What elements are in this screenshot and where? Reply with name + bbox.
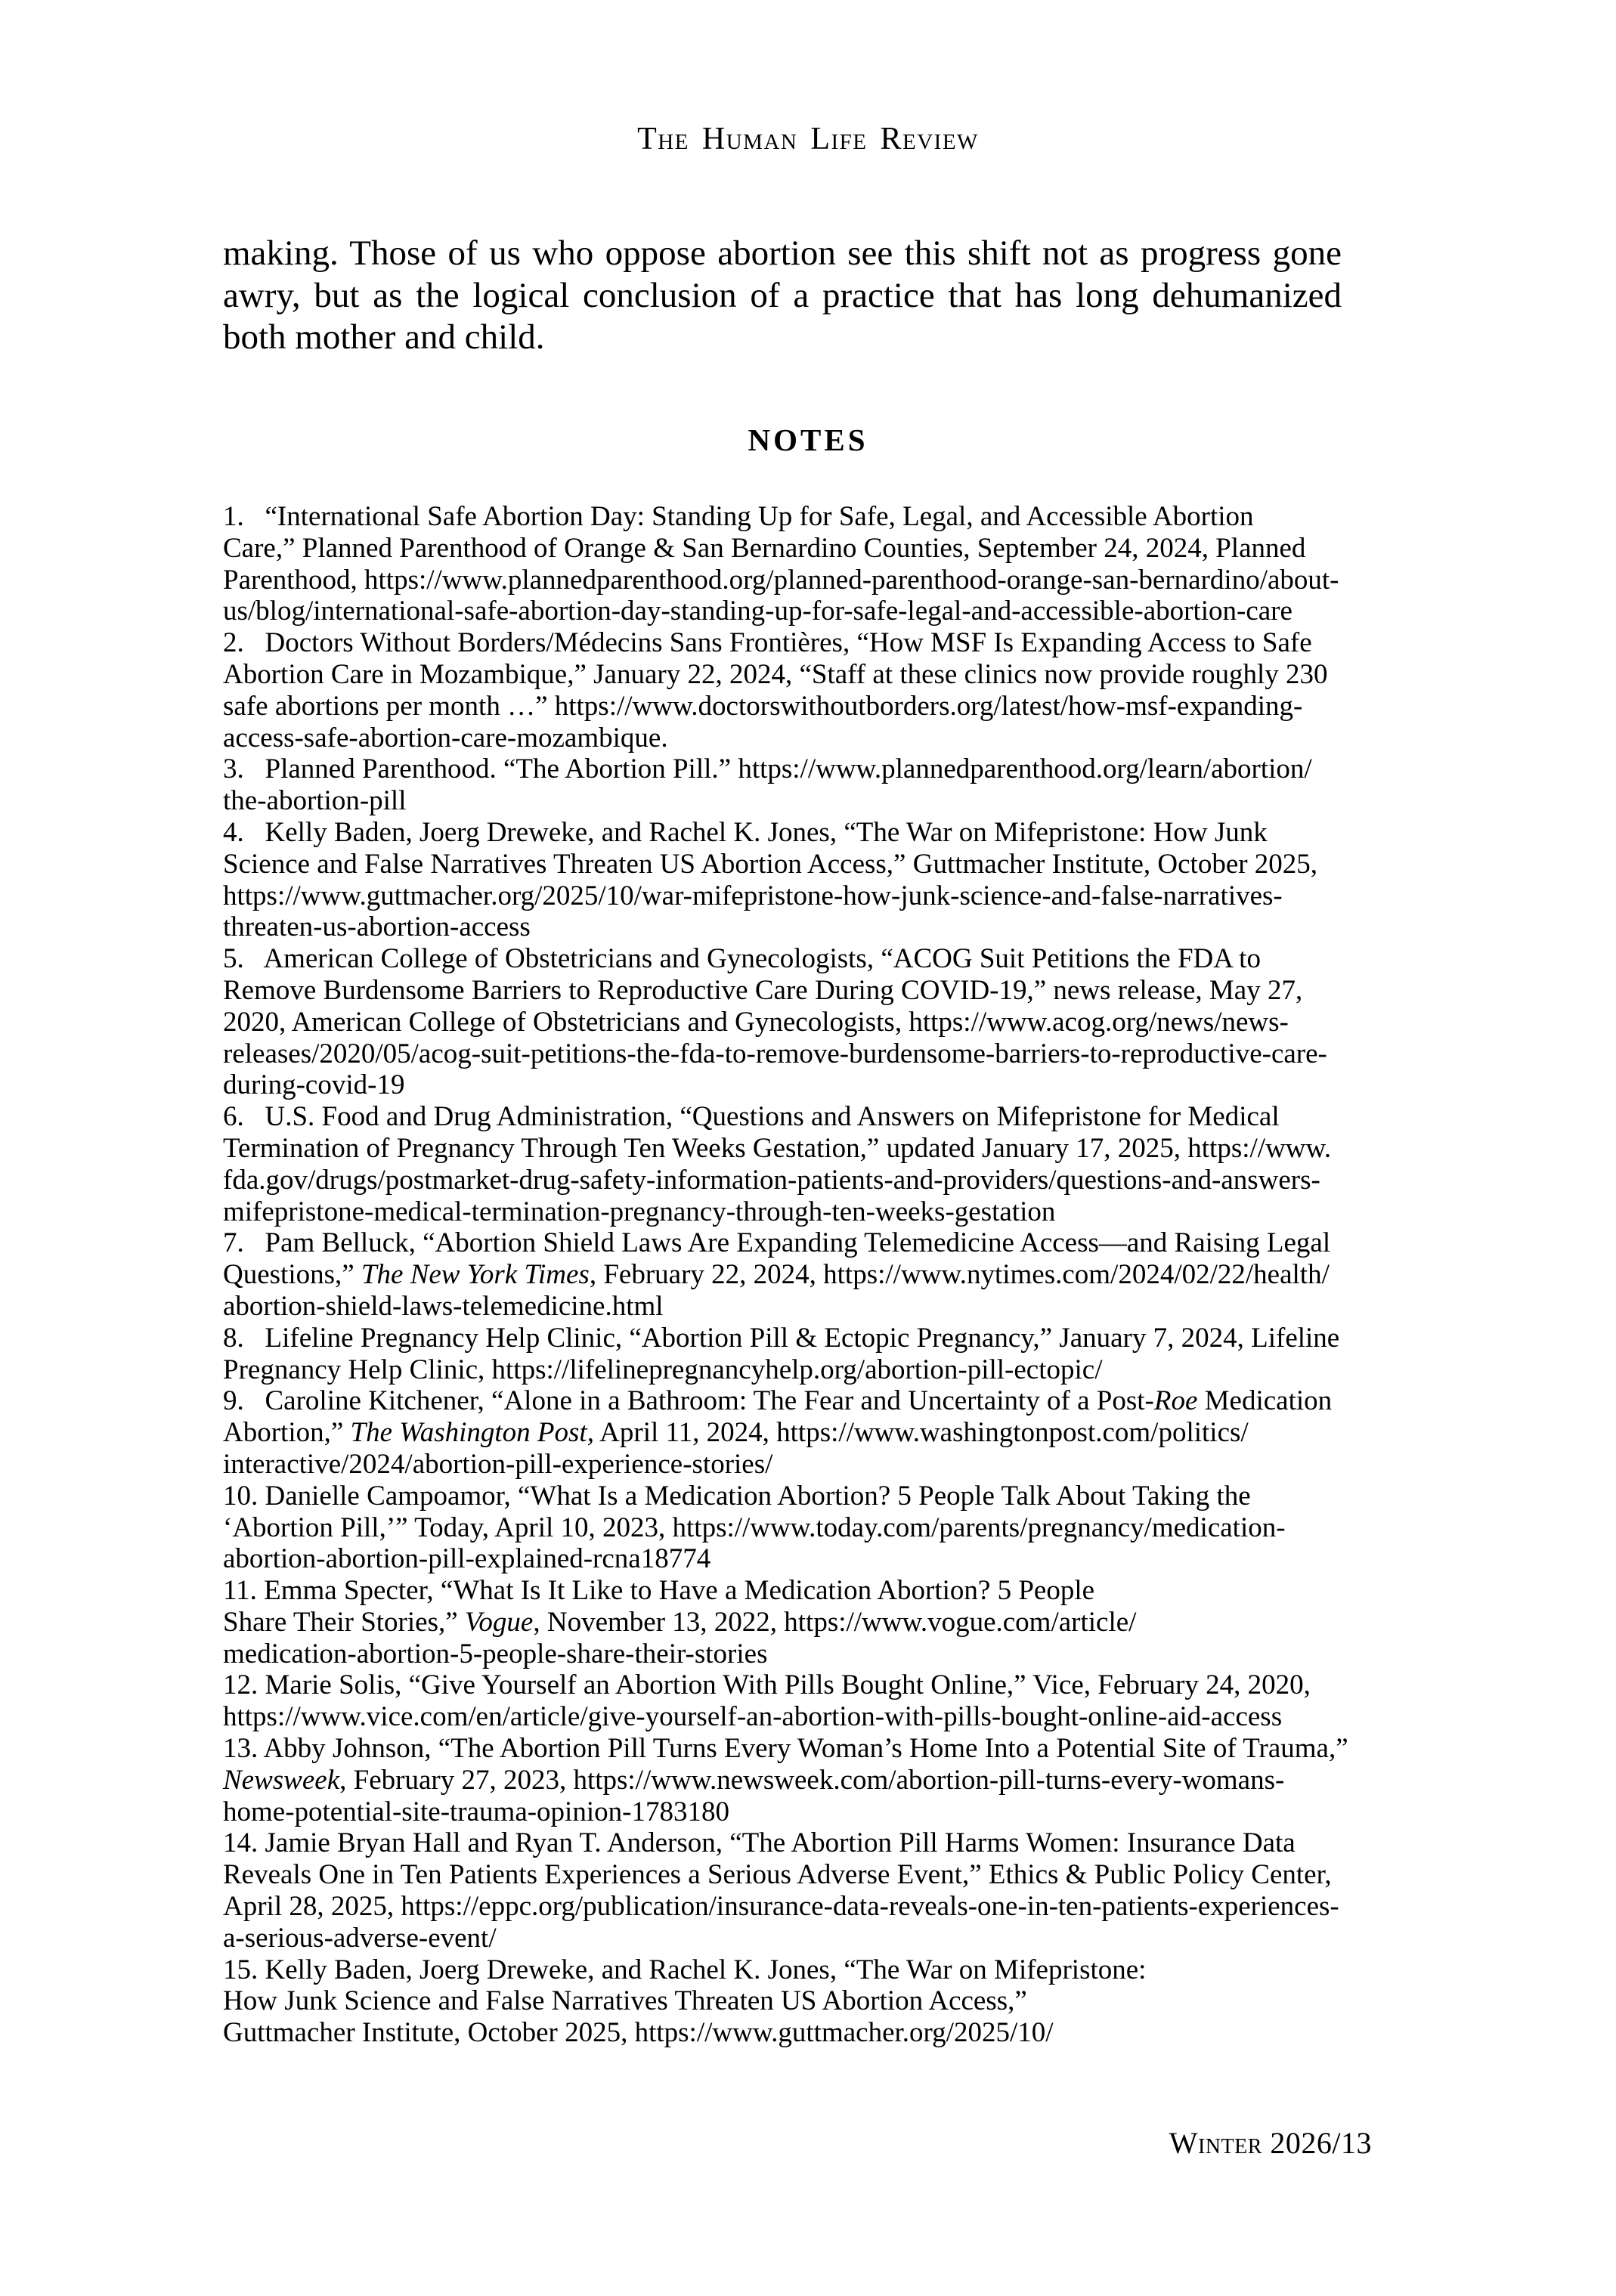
- note-item: [223, 627, 1463, 753]
- note-line: threaten-us-abortion-access: [223, 911, 531, 943]
- note-line: 13. Abby Johnson, “The Abortion Pill Turns Every Woman’s Home Into a Potential Site of Trauma,”: [223, 1733, 1348, 1765]
- note-item: [223, 1575, 1463, 1669]
- note-line: 4. Kelly Baden, Joerg Dreweke, and Rachel K. Jones, “The War on Mifepristone: How Junk: [223, 816, 1268, 848]
- note-line: Questions,” The New York Times, February 22, 2024, https://www.nytimes.com/2024/02/22/health/: [223, 1259, 1330, 1291]
- note-item: [223, 753, 1463, 817]
- note-line: 8. Lifeline Pregnancy Help Clinic, “Abortion Pill & Ectopic Pregnancy,” January 7, 2024, Lifeline: [223, 1322, 1340, 1354]
- note-line: Remove Burdensome Barriers to Reproductive Care During COVID-19,” news release, May 27,: [223, 974, 1303, 1006]
- note-line: 6. U.S. Food and Drug Administration, “Questions and Answers on Mifepristone for Medical: [223, 1101, 1280, 1133]
- note-line: 15. Kelly Baden, Joerg Dreweke, and Rachel K. Jones, “The War on Mifepristone:: [223, 1954, 1147, 1985]
- note-line: Abortion,” The Washington Post, April 11, 2024, https://www.washingtonpost.com/politics/: [223, 1417, 1249, 1449]
- note-line: releases/2020/05/acog-suit-petitions-the-fda-to-remove-burdensome-barriers-to-reproductive-care-: [223, 1038, 1327, 1069]
- body-paragraph: [223, 233, 1342, 359]
- note-item: [223, 1385, 1463, 1480]
- note-line: 11. Emma Specter, “What Is It Like to Have a Medication Abortion? 5 People: [223, 1575, 1095, 1607]
- note-line: 1. “International Safe Abortion Day: Standing Up for Safe, Legal, and Accessible Abortion: [223, 501, 1254, 532]
- note-line: Parenthood, https://www.plannedparenthood.org/planned-parenthood-orange-san-bernardino/about-: [223, 564, 1339, 596]
- note-item: [223, 501, 1463, 627]
- note-line: during-covid-19: [223, 1069, 405, 1101]
- note-line: 14. Jamie Bryan Hall and Ryan T. Anderson, “The Abortion Pill Harms Women: Insurance Data: [223, 1827, 1296, 1859]
- paragraph-line: making. Those of us who oppose abortion see this shift not as progress gone: [223, 234, 1342, 273]
- paragraph-line: awry, but as the logical conclusion of a practice that has long dehumanized: [223, 275, 1342, 315]
- note-line: 3. Planned Parenthood. “The Abortion Pill.” https://www.plannedparenthood.org/learn/abortion/: [223, 753, 1312, 785]
- note-line: Guttmacher Institute, October 2025, https://www.guttmacher.org/2025/10/: [223, 2017, 1054, 2049]
- note-item: [223, 1481, 1463, 1575]
- note-line: Newsweek, February 27, 2023, https://www.newsweek.com/abortion-pill-turns-every-womans-: [223, 1764, 1285, 1796]
- note-line: https://www.vice.com/en/article/give-yourself-an-abortion-with-pills-bought-online-aid-access: [223, 1701, 1283, 1733]
- note-line: 9. Caroline Kitchener, “Alone in a Bathroom: The Fear and Uncertainty of a Post-Roe Medication: [223, 1385, 1333, 1417]
- note-line: a-serious-adverse-event/: [223, 1922, 497, 1954]
- note-line: 12. Marie Solis, “Give Yourself an Abortion With Pills Bought Online,” Vice, February 24, 2020,: [223, 1669, 1311, 1701]
- note-item: [223, 1101, 1463, 1227]
- note-line: Pregnancy Help Clinic, https://lifelinepregnancyhelp.org/abortion-pill-ectopic/: [223, 1354, 1103, 1385]
- note-line: interactive/2024/abortion-pill-experience-stories/: [223, 1448, 773, 1480]
- note-line: home-potential-site-trauma-opinion-1783180: [223, 1796, 729, 1827]
- page-footer: Winter 2026/13: [1169, 2126, 1372, 2160]
- note-line: 7. Pam Belluck, “Abortion Shield Laws Are Expanding Telemedicine Access—and Raising Legal: [223, 1227, 1331, 1259]
- note-line: April 28, 2025, https://eppc.org/publication/insurance-data-reveals-one-in-ten-patients-experiences-: [223, 1891, 1339, 1923]
- note-line: ‘Abortion Pill,’” Today, April 10, 2023, https://www.today.com/parents/pregnancy/medication-: [223, 1512, 1286, 1543]
- note-line: us/blog/international-safe-abortion-day-standing-up-for-safe-legal-and-accessible-abortion-care: [223, 596, 1292, 627]
- note-line: Termination of Pregnancy Through Ten Weeks Gestation,” updated January 17, 2025, https://www.: [223, 1132, 1332, 1164]
- note-item: [223, 817, 1463, 943]
- note-line: Reveals One in Ten Patients Experiences a Serious Adverse Event,” Ethics & Public Policy Center,: [223, 1859, 1332, 1891]
- note-line: Care,” Planned Parenthood of Orange & San Bernardino Counties, September 24, 2024, Planned: [223, 532, 1306, 564]
- note-item: [223, 1954, 1463, 2049]
- note-line: mifepristone-medical-termination-pregnancy-through-ten-weeks-gestation: [223, 1196, 1056, 1227]
- note-item: [223, 1669, 1463, 1733]
- note-line: https://www.guttmacher.org/2025/10/war-mifepristone-how-junk-science-and-false-narratives-: [223, 880, 1283, 911]
- notes-heading: NOTES: [748, 422, 868, 457]
- note-line: 2020, American College of Obstetricians and Gynecologists, https://www.acog.org/news/news-: [223, 1006, 1289, 1038]
- note-item: [223, 1827, 1463, 1954]
- notes-list: [223, 501, 1463, 2049]
- note-line: How Junk Science and False Narratives Threaten US Abortion Access,”: [223, 1985, 1027, 2017]
- paragraph-line: both mother and child.: [223, 317, 545, 357]
- note-line: the-abortion-pill: [223, 785, 407, 817]
- note-line: abortion-shield-laws-telemedicine.html: [223, 1290, 664, 1322]
- note-item: [223, 1733, 1463, 1827]
- note-line: 10. Danielle Campoamor, “What Is a Medication Abortion? 5 People Talk About Taking the: [223, 1480, 1251, 1512]
- note-item: [223, 1227, 1463, 1322]
- note-line: Abortion Care in Mozambique,” January 22, 2024, “Staff at these clinics now provide roughly 230: [223, 658, 1328, 690]
- note-line: 5. American College of Obstetricians and Gynecologists, “ACOG Suit Petitions the FDA to: [223, 943, 1261, 975]
- note-line: access-safe-abortion-care-mozambique.: [223, 722, 668, 753]
- note-line: Science and False Narratives Threaten US Abortion Access,” Guttmacher Institute, October 2025,: [223, 848, 1318, 880]
- note-item: [223, 1323, 1463, 1386]
- journal-title: The Human Life Review: [637, 122, 979, 156]
- note-item: [223, 943, 1463, 1101]
- note-line: abortion-abortion-pill-explained-rcna18774: [223, 1543, 711, 1575]
- note-line: medication-abortion-5-people-share-their-stories: [223, 1638, 768, 1669]
- note-line: fda.gov/drugs/postmarket-drug-safety-information-patients-and-providers/questions-and-answers-: [223, 1164, 1320, 1196]
- note-line: 2. Doctors Without Borders/Médecins Sans Frontières, “How MSF Is Expanding Access to Safe: [223, 627, 1312, 659]
- note-line: safe abortions per month …” https://www.doctorswithoutborders.org/latest/how-msf-expanding-: [223, 690, 1303, 722]
- note-line: Share Their Stories,” Vogue, November 13, 2022, https://www.vogue.com/article/: [223, 1606, 1137, 1638]
